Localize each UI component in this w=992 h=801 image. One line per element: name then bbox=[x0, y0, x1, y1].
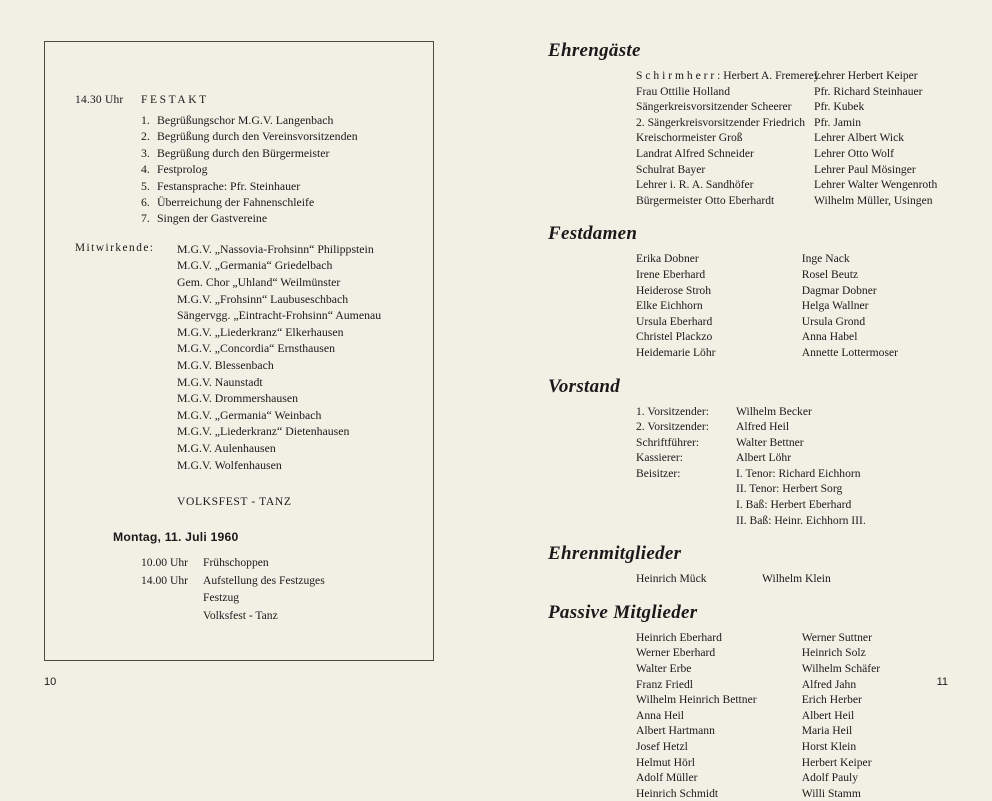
section-body bbox=[636, 571, 960, 587]
list-item: Rosel Beutz bbox=[801, 267, 859, 281]
list-item: M.G.V. „Liederkranz“ Elkerhausen bbox=[177, 324, 344, 339]
section-title: Ehrengäste bbox=[548, 40, 641, 61]
festakt-program-list bbox=[141, 112, 425, 227]
list-item: M.G.V. „Frohsinn“ Laubuseschbach bbox=[177, 291, 349, 306]
column-b bbox=[814, 68, 960, 208]
list-item: Franz Friedl bbox=[636, 677, 693, 691]
column-a bbox=[636, 630, 802, 801]
list-item: Lehrer Paul Mösinger bbox=[814, 162, 916, 176]
spacer bbox=[548, 208, 960, 223]
list-item: Frau Ottilie Holland bbox=[636, 84, 731, 98]
list-item: Helmut Hörl bbox=[636, 755, 695, 769]
list-item: Alfred Jahn bbox=[801, 677, 857, 691]
list-item: Pfr. Richard Steinhauer bbox=[814, 84, 923, 98]
list-item: Pfr. Jamin bbox=[814, 115, 862, 129]
list-item: II. Tenor: Herbert Sorg bbox=[736, 482, 843, 496]
list-item: Lehrer Walter Wengenroth bbox=[814, 178, 938, 192]
list-item: 4. Festprolog bbox=[141, 162, 208, 177]
mitwirkende-label: Mitwirkende: bbox=[75, 241, 155, 254]
spacer bbox=[548, 361, 960, 376]
section-title: Passive Mitglieder bbox=[548, 601, 698, 623]
list-item: Ursula Eberhard bbox=[636, 314, 713, 328]
right-page-content bbox=[548, 40, 960, 801]
list-item: 5. Festansprache: Pfr. Steinhauer bbox=[141, 178, 301, 193]
list-item: Volksfest - Tanz bbox=[203, 608, 278, 622]
list-item: Wilhelm Heinrich Bettner bbox=[636, 693, 757, 707]
list-item: Helga Wallner bbox=[801, 299, 869, 313]
list-item: S c h i r m h e r r : Herbert A. Fremerey bbox=[636, 69, 820, 82]
list-item: Erich Herber bbox=[801, 693, 862, 707]
section-title: Ehrenmitglieder bbox=[548, 543, 682, 565]
section-body bbox=[636, 630, 960, 801]
list-item: M.G.V. „Germania“ Griedelbach bbox=[177, 258, 333, 273]
list-item: Heiderose Stroh bbox=[636, 283, 712, 297]
mitwirkende-list bbox=[177, 241, 381, 473]
list-item: Gem. Chor „Uhland“ Weilmünster bbox=[177, 275, 341, 290]
volksfest-tanz-line: VOLKSFEST - TANZ bbox=[177, 495, 292, 509]
list-item: 1. Begrüßungschor M.G.V. Langenbach bbox=[141, 113, 334, 127]
left-page-content bbox=[75, 94, 425, 625]
list-item: Ursula Grond bbox=[801, 314, 866, 328]
section-body bbox=[636, 251, 960, 360]
list-item: Beisitzer: I. Tenor: Richard Eichhorn bbox=[636, 466, 861, 480]
list-item: 2. Vorsitzender: Alfred Heil bbox=[636, 420, 790, 434]
list-item: Inge Nack bbox=[801, 252, 850, 266]
list-item: Josef Hetzl bbox=[636, 740, 688, 753]
list-item: Pfr. Kubek bbox=[814, 100, 865, 114]
list-item: Erika Dobner bbox=[636, 252, 699, 266]
day-heading: Montag, 11. Juli 1960 bbox=[113, 530, 239, 545]
list-item: 1. Vorsitzender: Wilhelm Becker bbox=[636, 404, 812, 418]
list-item: Werner Suttner bbox=[801, 630, 872, 644]
list-item: Werner Eberhard bbox=[636, 646, 716, 660]
list-item: M.G.V. Naunstadt bbox=[177, 374, 263, 389]
list-item: 2. Begrüßung durch den Vereinsvorsitzenden bbox=[141, 129, 358, 144]
section-title: Festdamen bbox=[548, 223, 638, 245]
list-item: Christel Plackzo bbox=[636, 330, 713, 344]
list-item: Walter Erbe bbox=[636, 662, 692, 676]
list-item: Lehrer Herbert Keiper bbox=[814, 69, 918, 82]
list-item: Heinrich Eberhard bbox=[636, 630, 722, 644]
list-item: Annette Lottermoser bbox=[801, 345, 898, 359]
list-item: Willi Stamm bbox=[801, 786, 861, 800]
section-ehrenmitglieder bbox=[548, 543, 960, 587]
list-item: I. Baß: Herbert Eberhard bbox=[736, 498, 852, 512]
list-item: Sängervgg. „Eintracht-Frohsinn“ Aumenau bbox=[177, 308, 382, 323]
list-item: Festzug bbox=[203, 591, 240, 605]
list-item: Kreischormeister Groß bbox=[636, 131, 743, 145]
list-item: M.G.V. „Liederkranz“ Dietenhausen bbox=[177, 424, 350, 439]
day-program-list bbox=[141, 554, 425, 624]
list-item: Lehrer Otto Wolf bbox=[814, 146, 894, 160]
list-item: M.G.V. Aulenhausen bbox=[177, 440, 276, 455]
list-item: M.G.V. „Nassovia-Frohsinn“ Philippstein bbox=[177, 241, 374, 256]
section-ehrengaeste bbox=[548, 40, 960, 208]
list-item: Adolf Pauly bbox=[801, 771, 859, 785]
list-item: Herbert Keiper bbox=[801, 755, 872, 769]
list-item: Elke Eichhorn bbox=[636, 299, 703, 313]
list-item: 7. Singen der Gastvereine bbox=[141, 211, 268, 226]
mitwirkende-section bbox=[75, 241, 425, 473]
list-item: II. Baß: Heinr. Eichhorn III. bbox=[736, 513, 866, 527]
list-item: M.G.V. Wolfenhausen bbox=[177, 457, 282, 472]
festakt-title: FESTAKT bbox=[141, 94, 209, 106]
section-body bbox=[636, 404, 960, 529]
section-festdamen bbox=[548, 223, 960, 360]
list-item: Bürgermeister Otto Eberhardt bbox=[636, 193, 775, 207]
list-item: Heinrich Solz bbox=[801, 646, 866, 660]
list-item: Adolf Müller bbox=[636, 771, 698, 785]
spacer bbox=[548, 587, 960, 602]
section-passive-mitglieder bbox=[548, 602, 960, 801]
section-title: Vorstand bbox=[548, 375, 621, 397]
list-item: 3. Begrüßung durch den Bürgermeister bbox=[141, 145, 330, 160]
list-item: M.G.V. „Germania“ Weinbach bbox=[177, 407, 322, 422]
spacer bbox=[548, 528, 960, 543]
list-item: Heinrich Mück Wilhelm Klein bbox=[636, 572, 831, 586]
list-item: Lehrer Albert Wick bbox=[814, 131, 905, 145]
list-item: Albert Heil bbox=[801, 708, 855, 722]
column-b bbox=[802, 251, 960, 360]
list-item: Wilhelm Schäfer bbox=[801, 662, 881, 676]
column-b bbox=[802, 630, 960, 801]
festakt-heading bbox=[75, 94, 425, 106]
left-page-frame bbox=[44, 41, 434, 661]
festakt-time: 14.30 Uhr bbox=[75, 94, 124, 106]
list-item: Irene Eberhard bbox=[636, 267, 706, 281]
list-item: Wilhelm Müller, Usingen bbox=[814, 193, 933, 207]
column-a bbox=[636, 68, 820, 208]
list-item: Maria Heil bbox=[801, 724, 853, 738]
list-item: Kassierer: Albert Löhr bbox=[636, 451, 792, 465]
column-a bbox=[636, 251, 802, 360]
list-item: M.G.V. Drommershausen bbox=[177, 391, 299, 406]
list-item: Heidemarie Löhr bbox=[636, 345, 716, 359]
list-item: Sängerkreisvorsitzender Scheerer bbox=[636, 100, 792, 114]
list-item: 10.00 Uhr Frühschoppen bbox=[141, 556, 269, 570]
list-item: 2. Sängerkreisvorsitzender Friedrich bbox=[636, 115, 806, 129]
list-item: Schriftführer: Walter Bettner bbox=[636, 435, 804, 449]
page-number-left: 10 bbox=[44, 676, 57, 688]
list-item: Anna Habel bbox=[801, 330, 858, 344]
section-vorstand bbox=[548, 376, 960, 529]
list-item: Albert Hartmann bbox=[636, 724, 715, 738]
list-item: Landrat Alfred Schneider bbox=[636, 146, 754, 160]
page-number-right: 11 bbox=[936, 676, 948, 688]
list-item: 6. Überreichung der Fahnenschleife bbox=[141, 195, 315, 210]
list-item: Dagmar Dobner bbox=[801, 283, 877, 297]
list-item: 14.00 Uhr Aufstellung des Festzuges bbox=[141, 573, 325, 587]
list-item: Lehrer i. R. A. Sandhöfer bbox=[636, 178, 754, 192]
list-item: Schulrat Bayer bbox=[636, 162, 706, 176]
list-item: Heinrich Schmidt bbox=[636, 786, 719, 800]
list-item: M.G.V. „Concordia“ Ernsthausen bbox=[177, 341, 336, 356]
section-body bbox=[636, 68, 960, 208]
list-item: M.G.V. Blessenbach bbox=[177, 358, 274, 372]
list-item: Horst Klein bbox=[801, 740, 857, 753]
list-item: Anna Heil bbox=[636, 708, 684, 722]
